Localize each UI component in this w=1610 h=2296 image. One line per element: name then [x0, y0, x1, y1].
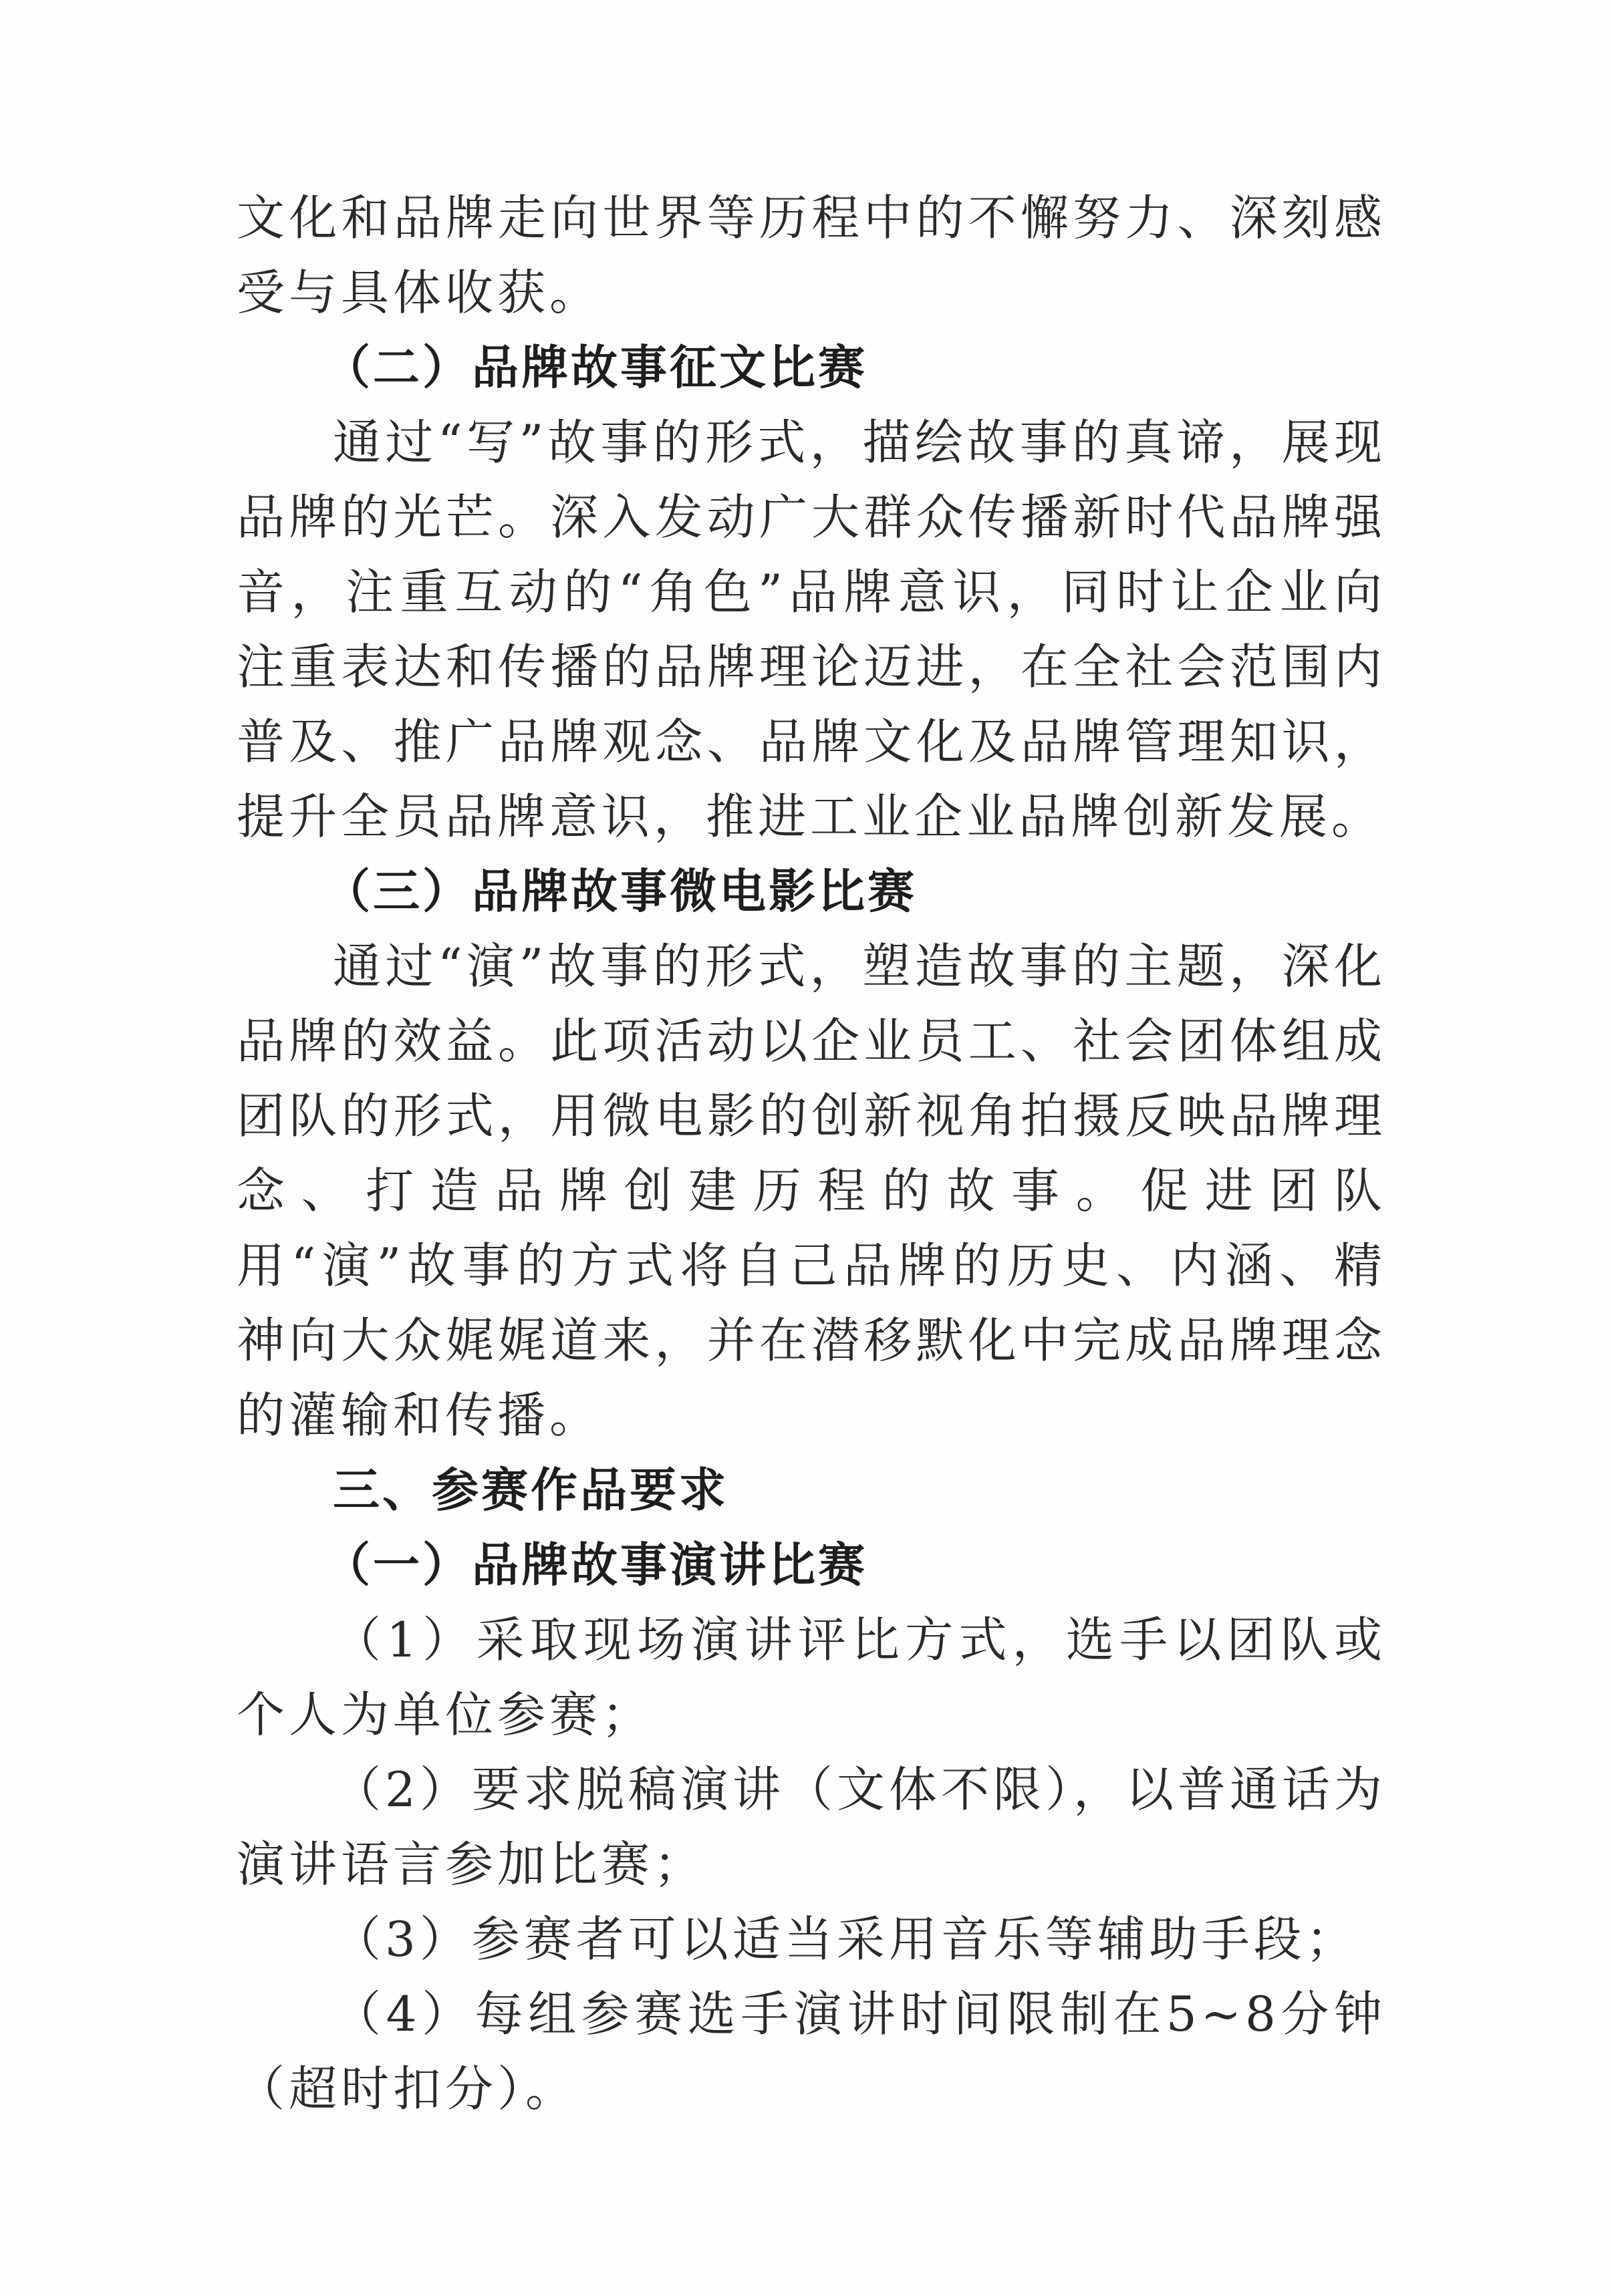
- paragraph-micro-film-contest: 通过“演”故事的形式，塑造故事的主题，深化品牌的效益。此项活动以企业员工、社会团体组成团队的形式，用微电影的创新视角拍摄反映品牌理念、打造品牌创建历程的故事。促进团队用“演”故事的方式将自己品牌的历史、内涵、精神向大众娓娓道来，并在潜移默化中完成品牌理念的灌输和传播。: [237, 938, 1386, 1443]
- section-heading-essay-contest: （二）品牌故事征文比赛: [323, 340, 867, 395]
- requirement-item-2: （2）要求脱稿演讲（文体不限），以普通话为演讲语言参加比赛；: [237, 1761, 1386, 1892]
- section-heading-speech-contest: （一）品牌故事演讲比赛: [323, 1538, 867, 1592]
- requirement-item-3: （3）参赛者可以适当采用音乐等辅助手段；: [333, 1911, 1358, 1967]
- requirement-item-1: （1）采取现场演讲评比方式，选手以团队或个人为单位参赛；: [237, 1612, 1386, 1743]
- document-body: [237, 180, 1386, 2126]
- paragraph-continued: 文化和品牌走向世界等历程中的不懈努力、深刻感受与具体收获。: [237, 190, 1386, 321]
- paragraph-essay-contest: 通过“写”故事的形式，描绘故事的真谛，展现品牌的光芒。深入发动广大群众传播新时代品牌强音，注重互动的“角色”品牌意识，同时让企业向注重表达和传播的品牌理论迈进，在全社会范围内普及、推广品牌观念、品牌文化及品牌管理知识，提升全员品牌意识，推进工业企业品牌创新发展。: [237, 414, 1386, 845]
- section-heading-entry-requirements: 三、参赛作品要求: [333, 1463, 728, 1518]
- section-heading-micro-film-contest: （三）品牌故事微电影比赛: [323, 864, 917, 919]
- requirement-item-4: （4）每组参赛选手演讲时间限制在5~8分钟（超时扣分）。: [237, 1986, 1386, 2117]
